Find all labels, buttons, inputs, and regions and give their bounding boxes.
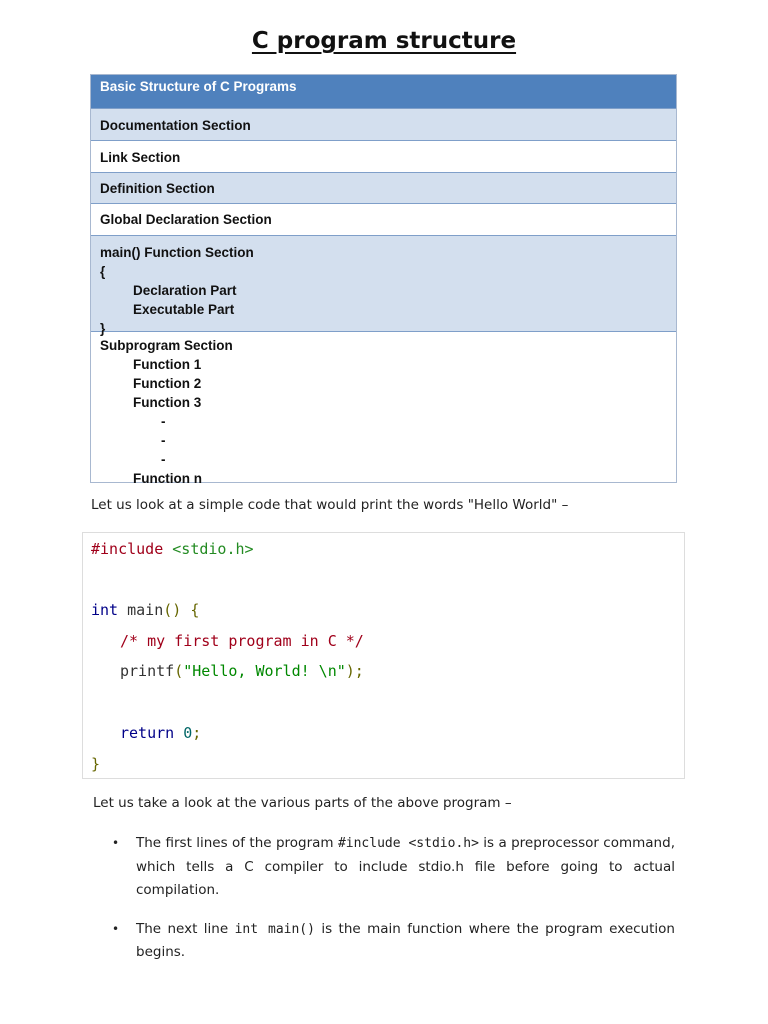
page-title: C program structure (251, 28, 517, 54)
function-3: Function 3 (133, 395, 202, 410)
link-section-row: Link Section (91, 140, 676, 172)
executable-part: Executable Part (133, 302, 235, 317)
code-line-return (120, 723, 201, 743)
code-return-semicolon: ; (192, 724, 202, 742)
ellipsis-dash: - (161, 452, 166, 467)
main-open-brace: { (100, 264, 106, 279)
bullet-icon: • (112, 921, 120, 936)
code-printf-string: "Hello, World! \n" (183, 662, 346, 680)
code-printf-name: printf (120, 662, 175, 680)
code-int-keyword: int (91, 601, 119, 619)
ellipsis-dash: - (161, 433, 166, 448)
main-close-brace: } (100, 321, 106, 336)
subprogram-section-row (91, 331, 676, 486)
code-include-directive: #include (91, 540, 164, 558)
list-item (112, 832, 675, 903)
code-printf-close: ); (345, 662, 364, 680)
explanation-list (112, 832, 675, 980)
code-printf-open: ( (174, 662, 184, 680)
bullet-icon: • (112, 836, 120, 850)
intro-text: Let us look at a simple code that would print the words "Hello World" – (91, 497, 569, 513)
structure-table (90, 74, 677, 486)
bullet-prefix: The first lines of the program (136, 835, 338, 851)
documentation-section-row: Documentation Section (91, 108, 676, 140)
code-line-include (91, 539, 254, 559)
code-line-close (91, 754, 100, 774)
function-2: Function 2 (133, 376, 202, 391)
definition-section-row: Definition Section (91, 172, 676, 203)
bullet-suffix: is a preprocessor command, which tells a C compiler to include stdio.h file before going to actual compilation. (136, 835, 675, 898)
table-header: Basic Structure of C Programs (91, 75, 676, 108)
code-main-parens: () { (163, 601, 200, 619)
bullet-suffix: is the main function where the program execution begins. (136, 920, 675, 960)
code-block (82, 532, 685, 779)
bullet-code: #include <stdio.h> (337, 836, 479, 851)
function-n: Function n (133, 471, 202, 486)
bullet-prefix: The next line (136, 920, 235, 937)
global-declaration-section-row: Global Declaration Section (91, 203, 676, 235)
code-line-main (91, 600, 199, 620)
code-return-value: 0 (183, 724, 193, 742)
code-return-keyword: return (120, 724, 175, 742)
code-comment: /* my first program in C */ (120, 632, 364, 650)
bullet-code: int main() (234, 921, 315, 937)
code-close-brace: } (91, 755, 101, 773)
code-main-name: main (118, 601, 164, 619)
code-line-printf (120, 661, 364, 681)
declaration-part: Declaration Part (133, 283, 237, 298)
function-1: Function 1 (133, 357, 202, 372)
ellipsis-dash: - (161, 414, 166, 429)
main-heading: main() Function Section (100, 245, 254, 260)
list-item (112, 918, 675, 965)
code-include-header: <stdio.h> (163, 540, 254, 558)
code-line-comment (120, 631, 364, 651)
main-function-section-row (91, 235, 676, 336)
parts-intro-text: Let us take a look at the various parts of the above program – (93, 795, 512, 811)
subprogram-heading: Subprogram Section (100, 338, 233, 353)
